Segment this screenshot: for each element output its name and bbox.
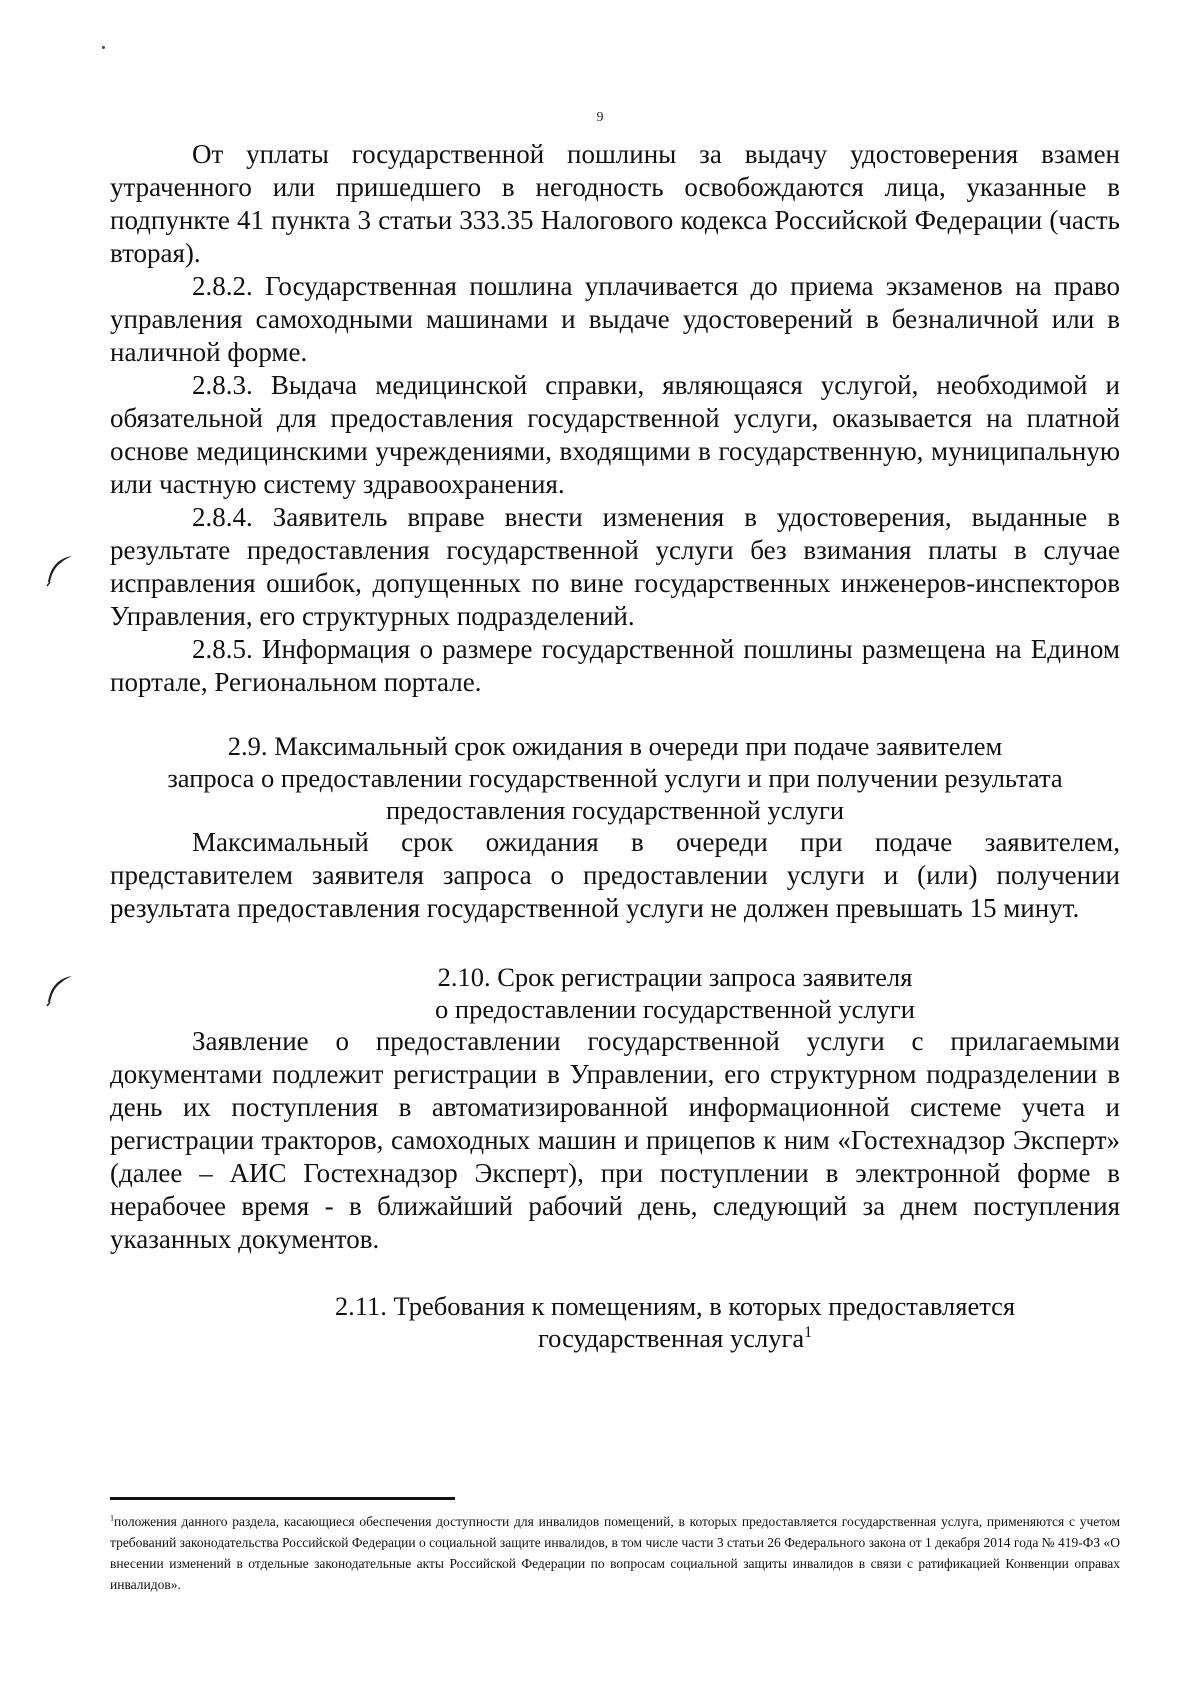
paragraph-2-8-3: 2.8.3. Выдача медицинской справки, являющаяся услугой, необходимой и обязательной для предоставления государственной услуги, оказывается на платной основе медицинскими учреждениями, входящими в государственную, муниципальную или частную систему здравоохранения. bbox=[110, 370, 1120, 499]
scan-speck bbox=[102, 46, 105, 49]
paragraph-2-8-2: 2.8.2. Государственная пошлина уплачивается до приема экзаменов на право управления самоходными машинами и выдаче удостоверений в безналичной или в наличной форме. bbox=[110, 271, 1120, 367]
footnote-mark: 1 bbox=[110, 1513, 115, 1523]
paragraph-fee-exemption: От уплаты государственной пошлины за выдачу удостоверения взамен утраченного или пришедшего в негодность освобождаются лица, указанные в подпункте 41 пункта 3 статьи 333.35 Налогового кодекса Российской Федерации (часть вторая). bbox=[110, 139, 1120, 268]
paragraph-2-8-4: 2.8.4. Заявитель вправе внести изменения в удостоверения, выданные в результате предоставления государственной услуги без взимания платы в случае исправления ошибок, допущенных по вине государственных инженеров-инспекторов Управления, его структурных подразделений. bbox=[110, 502, 1120, 631]
punch-hole-mark-icon bbox=[42, 968, 82, 1008]
heading-line: о предоставлении государственной услуги bbox=[435, 994, 915, 1024]
paragraph-2-8-5: 2.8.5. Информация о размере государственной пошлины размещена на Едином портале, Региональном портале. bbox=[110, 634, 1120, 697]
paragraph-2-9-text: Максимальный срок ожидания в очереди при подаче заявителем, представителем заявителя запроса о предоставлении услуги и (или) получении результата предоставления государственной услуги не должен превышать 15 минут. bbox=[110, 827, 1120, 923]
heading-line: запроса о предоставлении государственной услуги и при получении результата bbox=[167, 763, 1063, 793]
heading-line: 2.10. Срок регистрации запроса заявителя bbox=[437, 962, 913, 992]
punch-hole-mark-icon bbox=[42, 548, 82, 588]
heading-line: предоставления государственной услуги bbox=[385, 795, 845, 825]
footnote bbox=[110, 1511, 1120, 1595]
footnote-separator bbox=[110, 1497, 455, 1500]
heading-text: государственная услуга bbox=[537, 1323, 805, 1353]
heading-line bbox=[230, 1322, 1120, 1354]
section-heading-2-10 bbox=[110, 961, 1120, 1025]
footnote-reference[interactable]: 1 bbox=[804, 1324, 813, 1342]
heading-line: 2.11. Требования к помещениям, в которых предоставляется bbox=[334, 1291, 1016, 1321]
section-heading-2-11 bbox=[110, 1290, 1120, 1354]
section-heading-2-9 bbox=[110, 730, 1120, 826]
page-number: 9 bbox=[596, 110, 604, 125]
heading-line: 2.9. Максимальный срок ожидания в очереди при подаче заявителем bbox=[227, 731, 1003, 761]
footnote-text: положения данного раздела, касающиеся обеспечения доступности для инвалидов помещений, в которых предоставляется государственная услуга, применяются с учетом требований законодательства Российской Федерации о социальной защите инвалидов, в том числе части 3 статьи 26 Федерального закона от 1 декабря 2014 года № 419-ФЗ «О внесении изменений в отдельные законодательные акты Российской Федерации по вопросам социальной защиты инвалидов в связи с ратификацией Конвенции оправах инвалидов». bbox=[110, 1514, 1120, 1592]
document-body bbox=[110, 138, 1120, 1354]
paragraph-2-10-text: Заявление о предоставлении государственной услуги с прилагаемыми документами подлежит регистрации в Управлении, его структурном подразделении в день их поступления в автоматизированной информационной системе учета и регистрации тракторов, самоходных машин и прицепов к ним «Гостехнадзор Эксперт» (далее – АИС Гостехнадзор Эксперт), при поступлении в электронной форме в нерабочее время - в ближайший рабочий день, следующий за днем поступления указанных документов. bbox=[110, 1026, 1120, 1254]
